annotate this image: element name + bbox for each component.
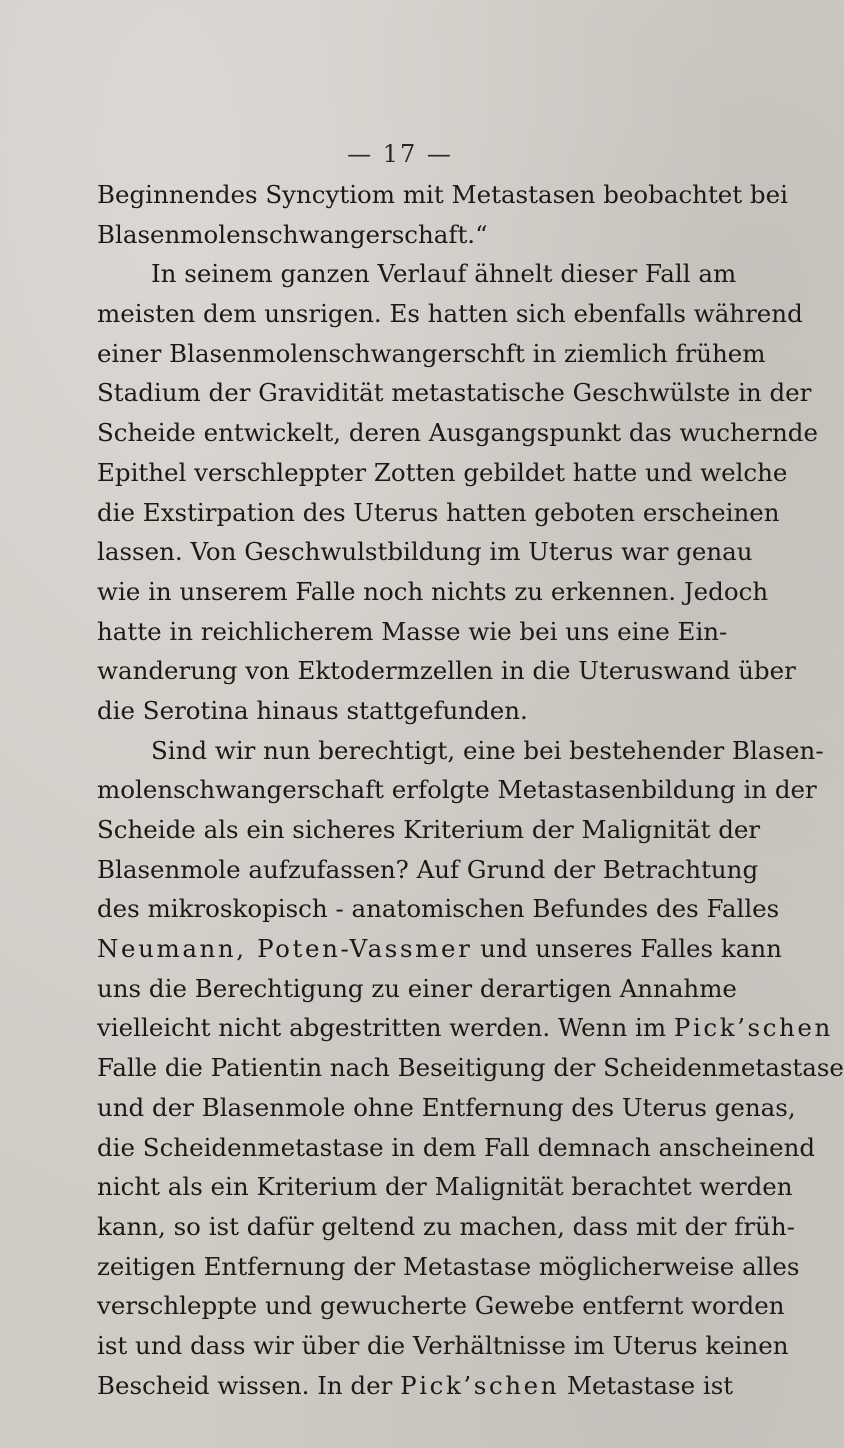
paragraph-start-line: Sind wir nun berechtigt, eine bei bestehender Blasen- <box>151 735 824 765</box>
text-line: hatte in reichlicherem Masse wie bei uns eine Ein- <box>97 616 728 646</box>
text-line: Bescheid wissen. In der Pick’schen Metastase ist <box>97 1370 734 1400</box>
author-name: Pick’schen <box>400 1370 560 1400</box>
author-names: Neumann, Poten-Vassmer <box>97 934 473 964</box>
text-line: Blasenmole aufzufassen? Auf Grund der Betrachtung <box>97 854 759 884</box>
text-line: Scheide entwickelt, deren Ausgangspunkt das wuchernde <box>97 418 818 448</box>
text-line: und der Blasenmole ohne Entfernung des Uterus genas, <box>97 1092 796 1122</box>
text-line: lassen. Von Geschwulstbildung im Uterus war genau <box>97 537 753 567</box>
text-line: des mikroskopisch - anatomischen Befundes des Falles <box>97 894 780 924</box>
text-line: die Serotina hinaus stattgefunden. <box>97 695 528 725</box>
text-line: die Exstirpation des Uterus hatten geboten erscheinen <box>97 497 780 527</box>
text-line: einer Blasenmolenschwangerschft in ziemlich frühem <box>97 338 766 368</box>
text-line: Falle die Patientin nach Beseitigung der Scheidenmetastase <box>97 1053 844 1083</box>
text-line: Blasenmolenschwangerschaft.“ <box>97 219 488 249</box>
text-line: Scheide als ein sicheres Kriterium der Malignität der <box>97 815 761 844</box>
text-line: wie in unserem Falle noch nichts zu erkennen. Jedoch <box>97 576 769 606</box>
page-number: — 17 — <box>347 140 453 168</box>
text-line: Stadium der Gravidität metastatische Geschwülste in der <box>97 378 812 408</box>
text-line: uns die Berechtigung zu einer derartigen Annahme <box>97 973 737 1003</box>
text-line: wanderung von Ektodermzellen in die Uteruswand über <box>97 656 796 686</box>
text-line: Beginnendes Syncytiom mit Metastasen beobachtet bei <box>97 180 788 209</box>
author-name: Pick’schen <box>673 1013 833 1043</box>
text-line: nicht als ein Kriterium der Malignität berachtet werden <box>97 1172 793 1202</box>
text-line: ist und dass wir über die Verhältnisse im Uterus keinen <box>97 1330 789 1360</box>
text-line: verschleppte und gewucherte Gewebe entfernt worden <box>97 1291 785 1321</box>
text-line: meisten dem unsrigen. Es hatten sich ebenfalls während <box>97 299 803 329</box>
text-line: Epithel verschleppter Zotten gebildet hatte und welche <box>97 457 788 487</box>
text-line: molenschwangerschaft erfolgte Metastasenbildung in der <box>97 775 817 805</box>
body-text <box>97 175 844 1405</box>
text-line: die Scheidenmetastase in dem Fall demnach anscheinend <box>97 1132 816 1162</box>
text-line: kann, so ist dafür geltend zu machen, dass mit der früh- <box>97 1211 795 1241</box>
text-line: vielleicht nicht abgestritten werden. Wenn im Pick’schen <box>97 1013 833 1043</box>
paragraph-start-line: In seinem ganzen Verlauf ähnelt dieser Fall am <box>151 259 737 289</box>
text-line: zeitigen Entfernung der Metastase möglicherweise alles <box>97 1251 800 1281</box>
text-line: Neumann, Poten-Vassmer und unseres Falles kann <box>97 934 782 964</box>
